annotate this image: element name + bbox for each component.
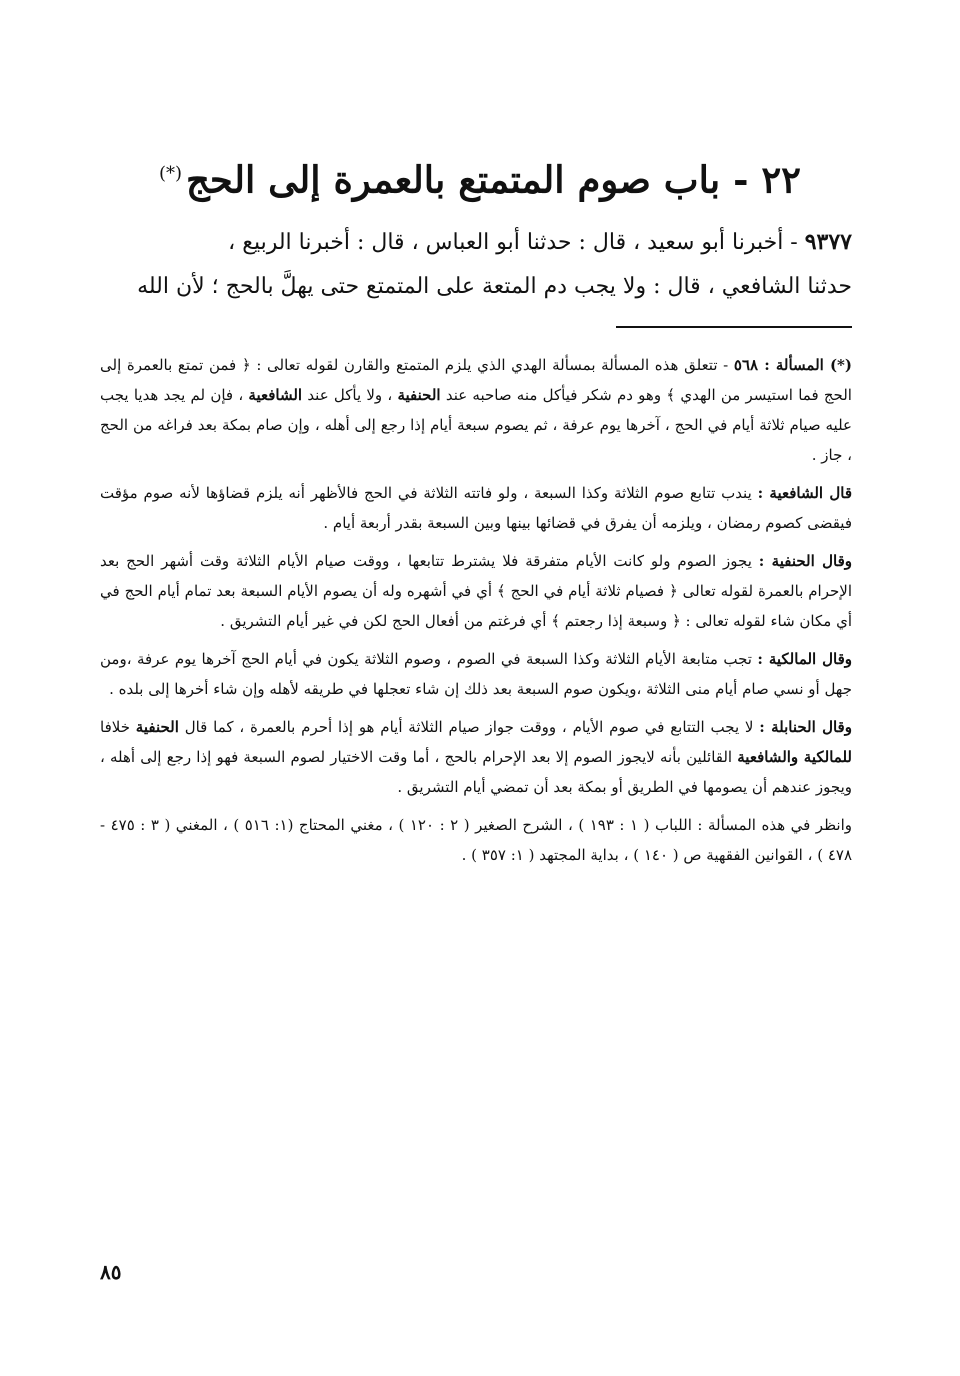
footnote-paragraph-1 xyxy=(100,350,852,470)
footnote-paragraph-2 xyxy=(100,478,852,538)
footnote-3-lead: وقال الحنفية : xyxy=(758,552,852,570)
main-text-line-2: حدثنا الشافعي ، قال : ولا يجب دم المتعة على المتمتع حتى يهلَّ بالحج ؛ لأن الله xyxy=(137,274,852,299)
page-number: ٨٥ xyxy=(100,1260,122,1284)
main-text-line-1 xyxy=(102,220,852,265)
footnote-5-text: لا يجب التتابع في صوم الأيام ، ووقت جواز صيام الثلاثة أيام هو إذا أحرم بالعمرة ، كما قال xyxy=(184,718,754,736)
footnote-1-text: - تتعلق هذه المسألة بمسألة الهدي الذي يلزم المتمتع والقارن لقوله تعالى : ﴿ فمن تمتع بالعمرة إلى الحج فما استيسر من الهدي ﴾ وهو دم شكر فيأكل منه صاحبه عند xyxy=(100,356,852,404)
footnote-3-text: يجوز الصوم ولو كانت الأيام متفرقة فلا يشترط تتابعها ، ووقت صيام الأيام الثلاثة وقت أشهر الحج بعد الإحرام بالعمرة لقوله تعالى ﴿ فصيام ثلاثة أيام في الحج ﴾ أي في أشهره وله أن يصوم الأيام السبعة بعد تمام أيام الحج في أي مكان شاء لقوله تعالى : ﴿ وسبعة إذا رجعتم ﴾ أي فرغتم من أفعال الحج لكن في غير أيام التشريق . xyxy=(100,552,852,630)
footnote-4-text: تجب متابعة الأيام الثلاثة وكذا السبعة في الصوم ، وصوم الثلاثة يكون في أيام الحج آخرها يوم عرفة ،ومن جهل أو نسي صام أيام منى الثلاثة ،ويكون صوم السبعة بعد ذلك إن شاء تعجلها في طريقه لأهله وإن شاء أخرها إلى بلده . xyxy=(100,650,852,698)
footnote-1-text-2: ، ولا يأكل عند xyxy=(307,386,393,404)
footnote-5-malikiyya: للمالكية والشافعية xyxy=(737,748,852,766)
footnote-paragraph-6: وانظر في هذه المسألة : اللباب ( ١ : ١٩٣ ) ، الشرح الصغير ( ٢ : ١٢٠ ) ، مغني المحتاج (١: ٥١٦ ) ، المغني ( ٣ : ٤٧٥ - ٤٧٨ ) ، القوانين الفقهية ص ( ١٤٠ ) ، بداية المجتهد ( ١: ٣٥٧ ) . xyxy=(100,816,852,864)
footnote-2-text: يندب تتابع صوم الثلاثة وكذا السبعة ، ولو فاتته الثلاثة في الحج فالأظهر أنه يلزم قضاؤها لأنه صوم مؤقت فيقضى كصوم رمضان ، ويلزمه أن يفرق في قضائها بينها وبين السبعة بقدر أربعة أيام . xyxy=(100,484,852,532)
footnote-paragraph-4 xyxy=(100,644,852,704)
footnote-separator xyxy=(616,326,852,328)
main-text xyxy=(102,220,852,309)
chapter-title xyxy=(100,144,860,209)
footnote-5-hanafiyya: الحنفية xyxy=(135,718,179,736)
footnote-2-lead: قال الشافعية : xyxy=(757,484,852,502)
footnote-1-shafiiyya: الشافعية xyxy=(248,386,303,404)
footnote-marker: (*) xyxy=(158,163,182,184)
footnote-4-lead: وقال المالكية : xyxy=(757,650,852,668)
footnote-1-lead: (*) المسألة : ٥٦٨ xyxy=(733,356,852,374)
footnote-5-text-2: خلافا xyxy=(100,718,130,736)
footnote-paragraph-5 xyxy=(100,712,852,802)
footnote-1-hanafiyya: الحنفية xyxy=(397,386,441,404)
chapter-title-text: ٢٢ - باب صوم المتمتع بالعمرة إلى الحج xyxy=(185,157,802,202)
footnote-1-text-3: ، فإن لم يجد هديا يجب عليه صيام ثلاثة أيام في الحج ، آخرها يوم عرفة ، ثم يصوم سبعة أيام إذا رجع إلى أهله ، وإن صام بمكة بعد فراغه من الحج ، جاز . xyxy=(100,386,852,464)
footnote-5-lead: وقال الحنابلة : xyxy=(759,718,852,736)
footnotes xyxy=(100,350,852,878)
footnote-5-text-3: القائلين بأنه لايجوز الصوم إلا بعد الإحرام بالحج ، أما وقت الاختيار لصوم السبعة فهو إذا رجع إلى أهله ، ويجوز عندهم أن يصومها في الطريق أو بمكة بعد أن تمضي أيام التشريق . xyxy=(100,748,852,796)
footnote-paragraph-3 xyxy=(100,546,852,636)
main-text-line-1-body: - أخبرنا أبو سعيد ، قال : حدثنا أبو العباس ، قال : أخبرنا الربيع ، xyxy=(228,230,798,255)
hadith-number: ٩٣٧٧ xyxy=(804,229,852,255)
